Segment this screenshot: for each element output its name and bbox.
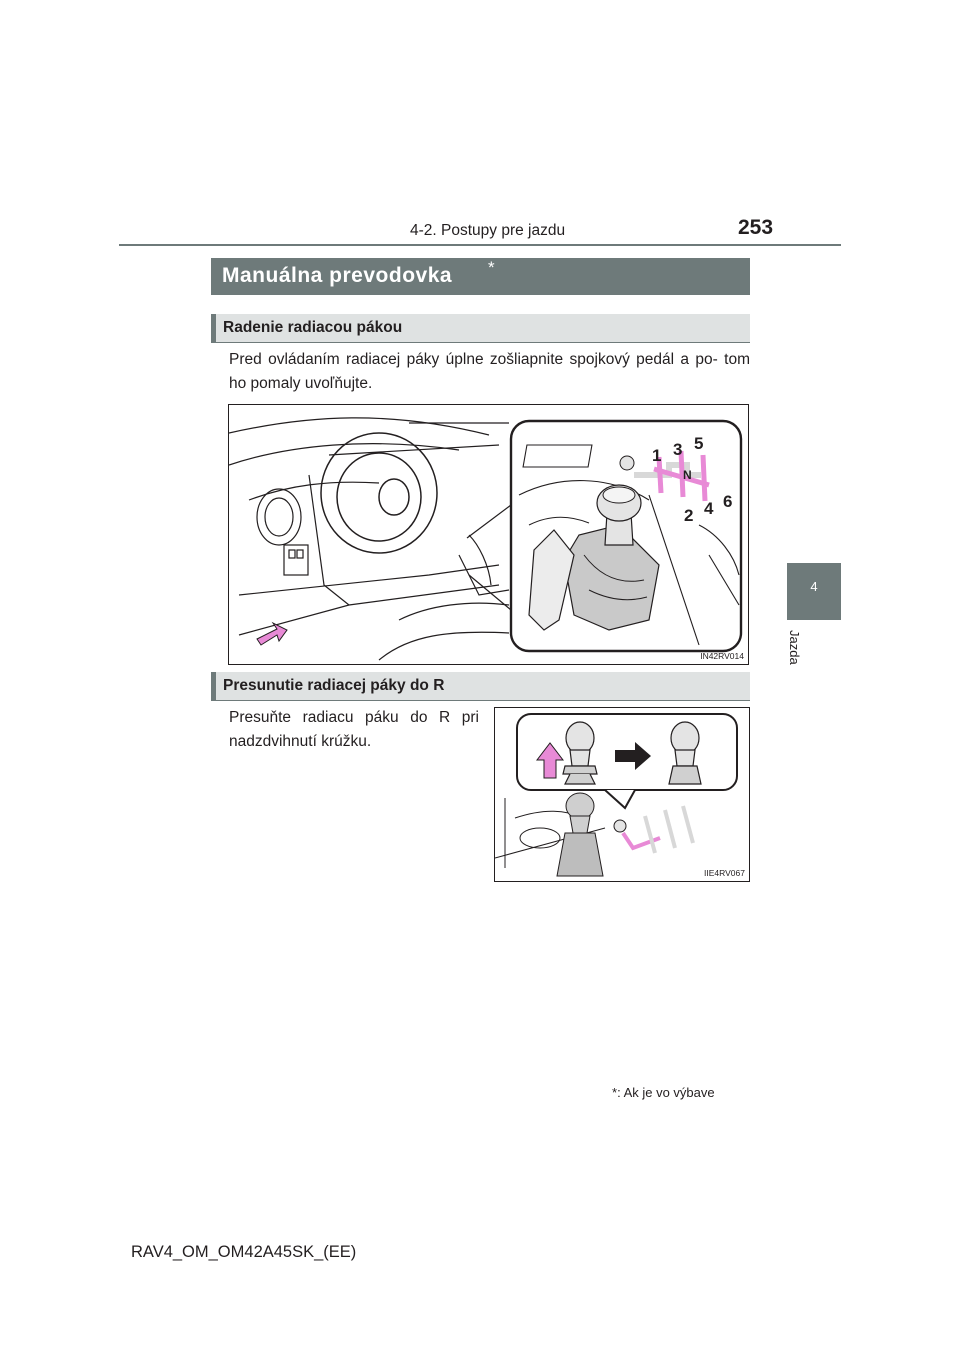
chapter-name: Jazda: [787, 630, 802, 665]
section-2-text: Presuňte radiacu páku do R pri nadzdvihnutí krúžku.: [229, 709, 479, 750]
figure-gear-shift: [228, 404, 749, 665]
subheading-2: Presunutie radiacej páky do R: [223, 677, 445, 694]
subheading-bar-2: [211, 672, 750, 700]
footnote: [612, 1085, 715, 1100]
gear-label-1: 1: [652, 446, 662, 465]
chapter-tab[interactable]: [787, 563, 841, 620]
gear-shift-illustration: [229, 405, 748, 664]
gear-label-5: 5: [694, 434, 704, 453]
document-footer: RAV4_OM_OM42A45SK_(EE): [131, 1243, 357, 1261]
reverse-shift-illustration: [495, 708, 749, 881]
gear-label-2: 2: [684, 506, 694, 525]
subheading-1: Radenie radiacou pákou: [223, 319, 403, 336]
callout-lines: [467, 505, 511, 610]
reverse-knob-scene: [557, 793, 603, 876]
page-title: Manuálna prevodovka: [222, 264, 453, 287]
chapter-label: [786, 630, 804, 670]
gear-label-n: N: [683, 468, 692, 482]
running-header-section: 4-2. Postupy pre jazdu: [410, 222, 566, 239]
steering-wheel: [321, 433, 437, 553]
gear-label-3: 3: [673, 440, 683, 459]
header-rule: [119, 244, 841, 246]
page-number: 253: [738, 216, 774, 239]
subheading-bar-1: [211, 314, 750, 342]
figure-code-1: IN42RV014: [700, 651, 744, 661]
section-1-text: Pred ovládaním radiacej páky úplne zošliapnite spojkový pedál a po- tom ho pomaly uvoľňujte.: [229, 351, 750, 392]
figure-reverse-shift: [494, 707, 750, 882]
gear-label-6: 6: [723, 492, 733, 511]
figure-code-2: IIE4RV067: [704, 868, 745, 878]
title-star: *: [488, 258, 495, 277]
gear-label-4: 4: [704, 499, 714, 518]
footnote-text: : Ak je vo výbave: [617, 1085, 715, 1100]
reverse-shift-pattern: [614, 806, 693, 853]
footnote-star: *: [612, 1085, 618, 1100]
chapter-number: 4: [810, 579, 818, 594]
inset-pointer: [605, 790, 635, 808]
